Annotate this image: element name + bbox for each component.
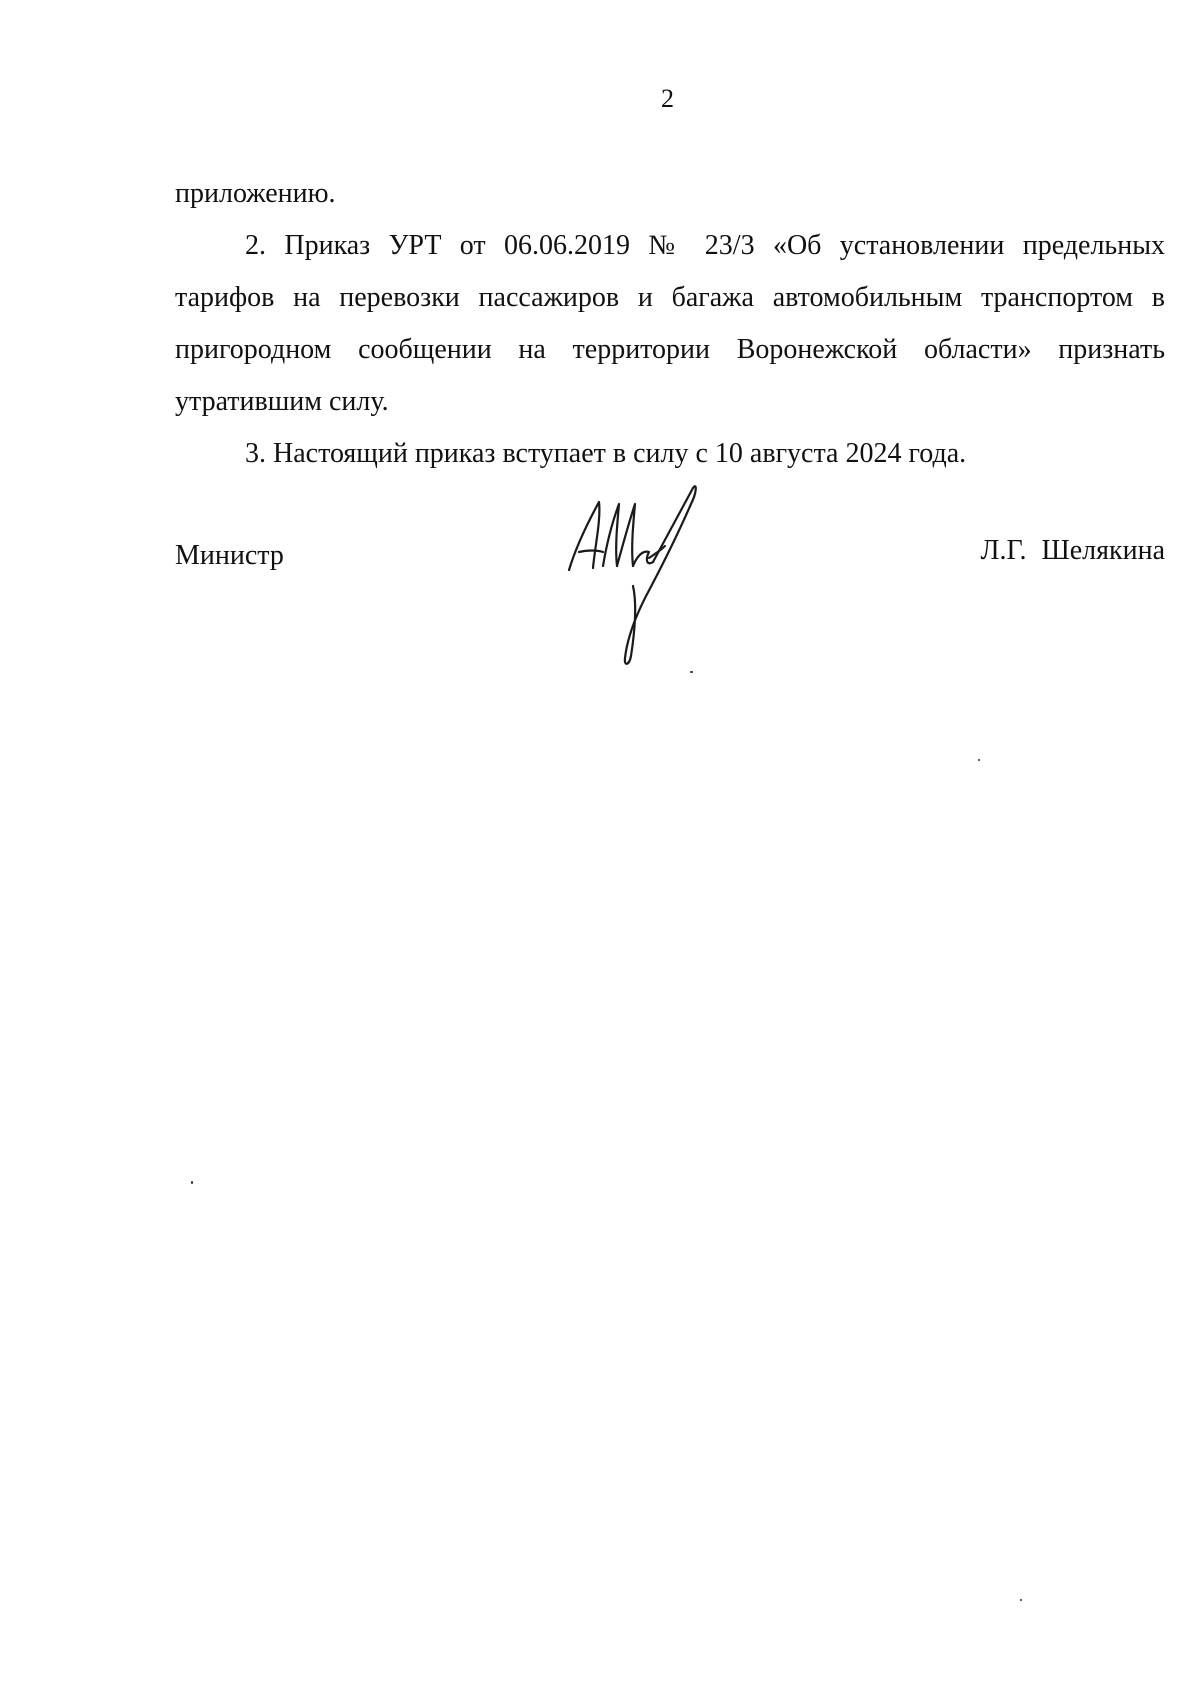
continuation-line: приложению. <box>175 178 336 209</box>
signer-name: Л.Г. Шелякина <box>980 535 1165 566</box>
scan-speck <box>191 1181 193 1184</box>
scan-speck <box>690 671 693 673</box>
item-2-line: тарифов на перевозки пассажиров и багажа автомобильным транспортом в <box>175 282 1165 313</box>
signer-position: Министр <box>175 540 284 571</box>
item-2-line: 2. Приказ УРТ от 06.06.2019 № 23/3 «Об установлении предельных <box>245 230 1165 261</box>
item-2-paragraph <box>175 220 1165 428</box>
item-2-line: утратившим силу. <box>175 386 389 417</box>
page-number <box>0 84 1200 114</box>
scan-speck <box>978 759 980 761</box>
document-body <box>175 168 1165 480</box>
item-2-line: пригородном сообщении на территории Воронежской области» признать <box>175 334 1165 365</box>
page-number-text: 2 <box>661 84 674 113</box>
scan-speck <box>1020 1599 1022 1601</box>
handwritten-signature-icon <box>565 480 715 670</box>
item-3-paragraph: 3. Настоящий приказ вступает в силу с 10 августа 2024 года. <box>245 438 967 469</box>
